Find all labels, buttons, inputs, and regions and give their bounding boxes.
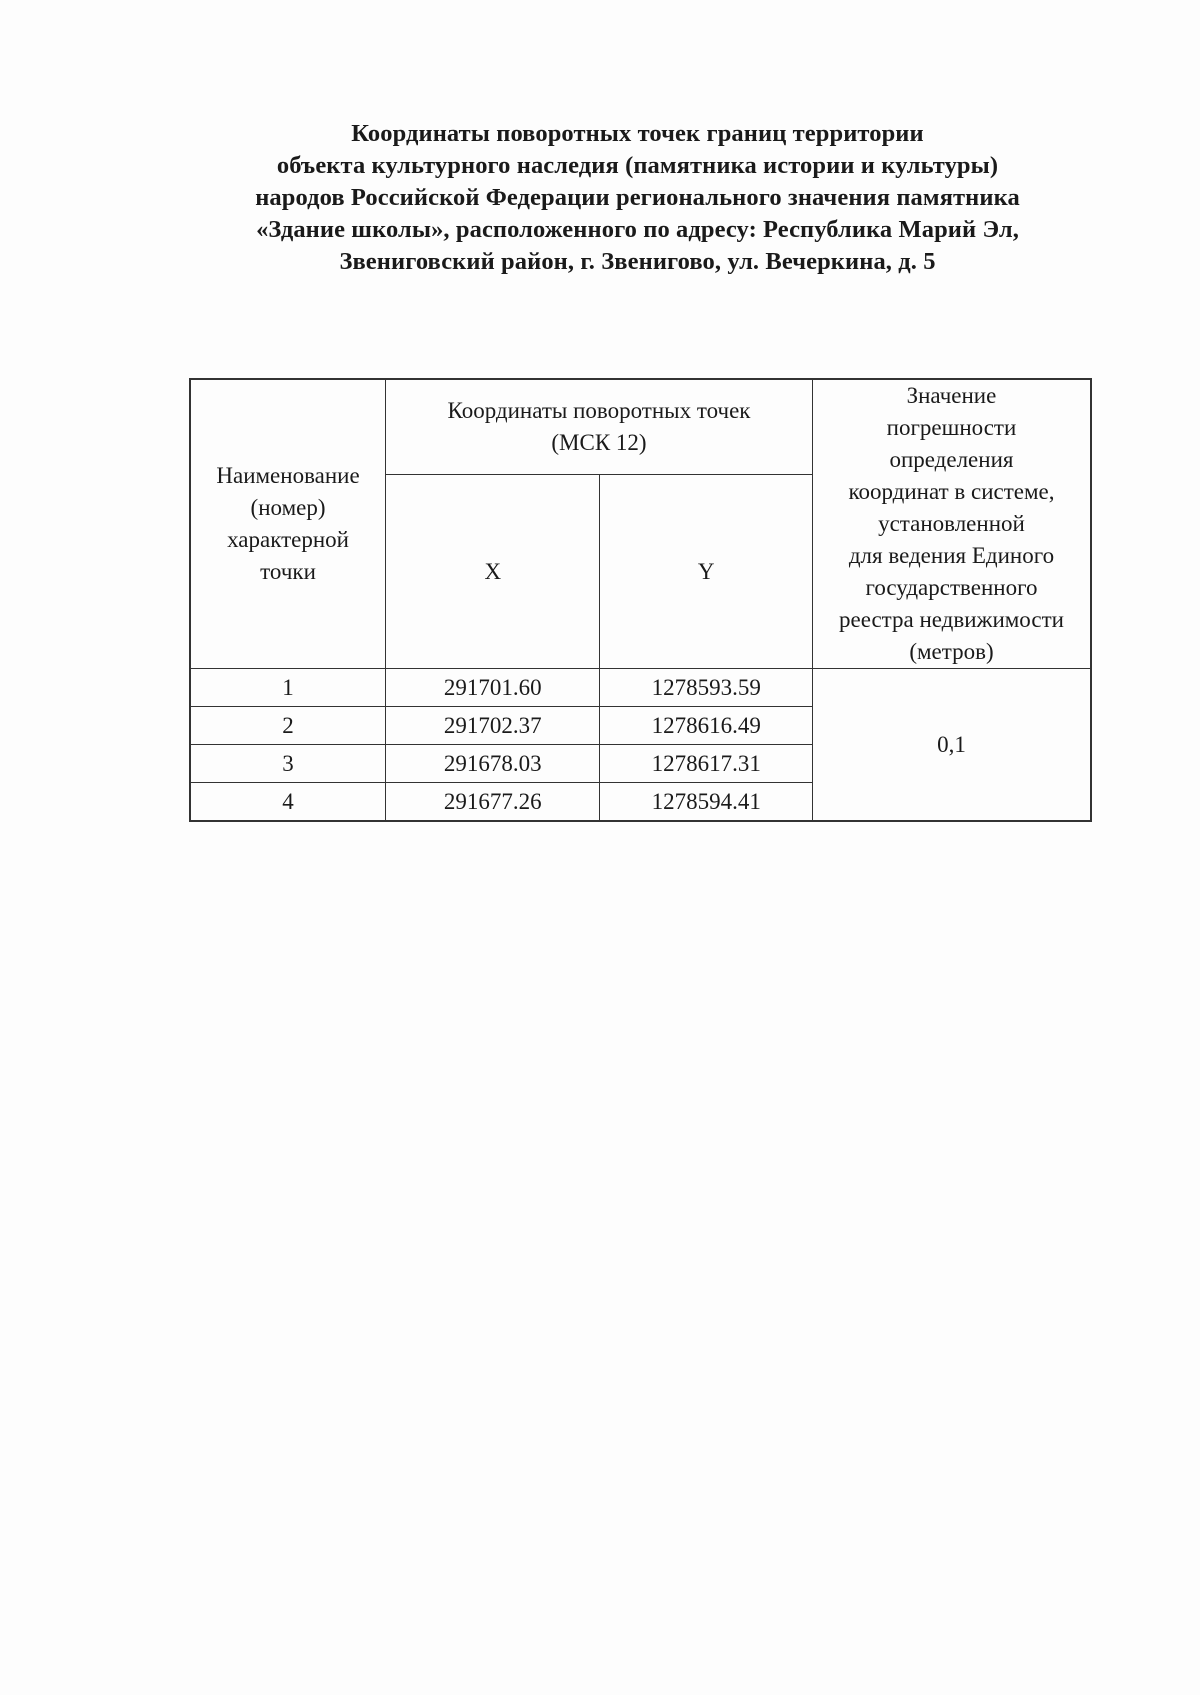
header-error: Значение погрешности определения координат в системе, установленной для ведения Единого государственного реестра недвижимости (метров): [812, 379, 1091, 669]
y-value: 1278593.59: [600, 669, 812, 707]
header-x: X: [386, 475, 600, 669]
x-value: 291702.37: [386, 707, 600, 745]
coordinates-table: [189, 378, 1092, 822]
y-value: 1278617.31: [600, 745, 812, 783]
point-number: 4: [190, 783, 386, 822]
header-point-name: Наименование (номер) характерной точки: [190, 379, 386, 669]
point-number: 3: [190, 745, 386, 783]
y-value: 1278616.49: [600, 707, 812, 745]
title-line: народов Российской Федерации регионального значения памятника: [255, 184, 1020, 211]
header-coordinates: Координаты поворотных точек (МСК 12): [386, 379, 813, 475]
title-line: объекта культурного наследия (памятника истории и культуры): [276, 152, 999, 179]
x-value: 291678.03: [386, 745, 600, 783]
point-number: 1: [190, 669, 386, 707]
header-y: Y: [600, 475, 812, 669]
x-value: 291677.26: [386, 783, 600, 822]
point-number: 2: [190, 707, 386, 745]
table-row: [190, 669, 1091, 707]
title-line: Координаты поворотных точек границ территории: [351, 120, 924, 147]
title-line: «Здание школы», расположенного по адресу: Республика Марий Эл,: [256, 216, 1019, 243]
title-line: Звениговский район, г. Звенигово, ул. Вечеркина, д. 5: [339, 248, 936, 275]
y-value: 1278594.41: [600, 783, 812, 822]
document-title: [150, 118, 1125, 278]
error-value: 0,1: [812, 669, 1091, 822]
x-value: 291701.60: [386, 669, 600, 707]
